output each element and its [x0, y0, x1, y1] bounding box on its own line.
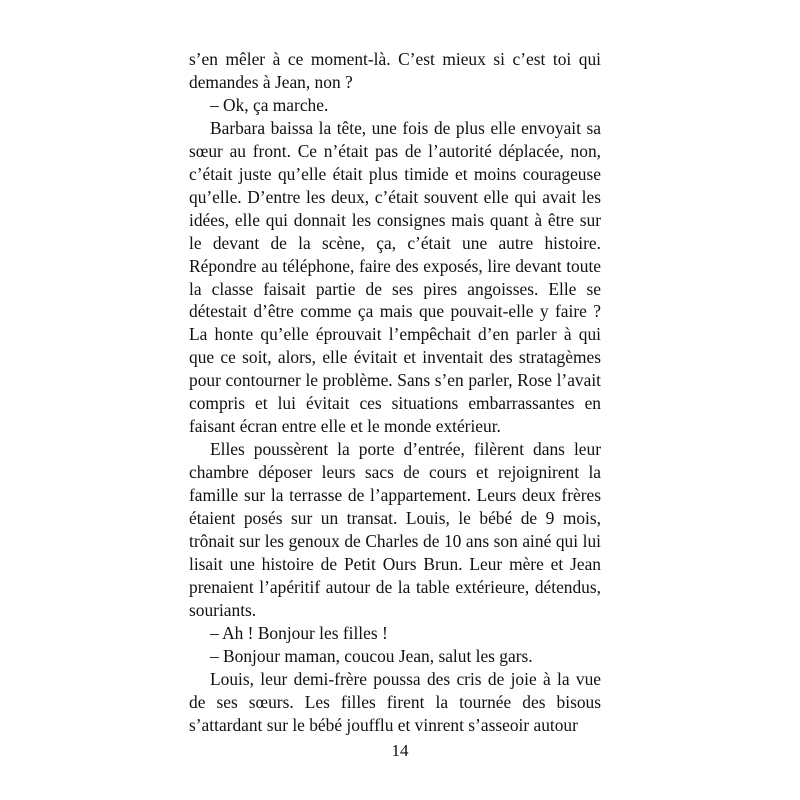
dialogue-line: – Ah ! Bonjour les filles ! — [210, 622, 388, 643]
page-number: 14 — [391, 741, 409, 760]
paragraph: Barbara baissa la tête, une fois de plus elle envoyait sa sœur au front. Ce n’était pas de l’autorité déplacée, non, c’était juste qu’elle était plus timide et moins courageuse qu’elle. D’entre les deux, c’était souvent elle qui avait les idées, elle qui donnait les consignes mais quant à être sur le devant de la scène, ça, c’était une autre histoire. Répondre au téléphone, faire des exposés, lire devant toute la classe faisait partie de ses pires angoisses. Elle se détestait d’être comme ça mais que pouvait-elle y faire ? La honte qu’elle éprouvait l’empêchait d’en parler à qui que ce soit, alors, elle évitait et inventait des stratagèmes pour contourner le problème. Sans s’en parler, Rose l’avait compris et lui évitait ces situations embarrassantes en faisant écran entre elle et le monde extérieur. — [189, 117, 601, 437]
paragraph: Elles poussèrent la porte d’entrée, filèrent dans leur chambre déposer leurs sacs de cours et rejoignirent la famille sur la terrasse de l’appartement. Leurs deux frères étaient posés sur un transat. Louis, le bébé de 9 mois, trônait sur les genoux de Charles de 10 ans son ainé qui lui lisait une histoire de Petit Ours Brun. Leur mère et Jean prenaient l’apéritif autour de la table extérieure, détendus, souriants. — [189, 439, 601, 620]
dialogue-line: – Bonjour maman, coucou Jean, salut les gars. — [210, 645, 533, 666]
paragraph: Louis, leur demi-frère poussa des cris de joie à la vue de ses sœurs. Les filles firent la tournée des bisous s’attardant sur le bébé joufflu et vinrent s’asseoir autour — [189, 668, 601, 735]
body-text — [189, 48, 601, 737]
dialogue-line: – Ok, ça marche. — [210, 94, 329, 115]
paragraph-continuation: s’en mêler à ce moment-là. C’est mieux si c’est toi qui demandes à Jean, non ? — [189, 49, 601, 92]
